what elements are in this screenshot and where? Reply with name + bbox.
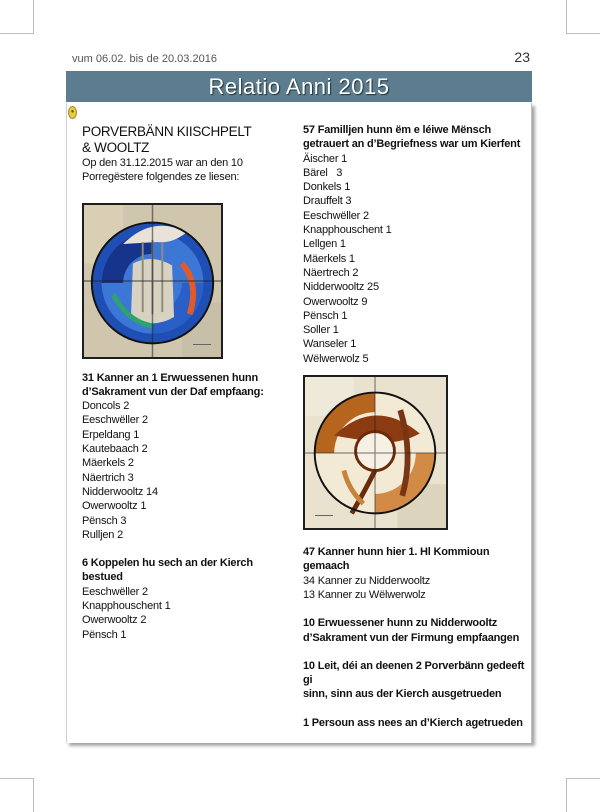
list-item: Pënsch 1 (303, 309, 348, 322)
list-item: Donkels 1 (303, 181, 351, 194)
communion-heading-line: gemaach (303, 560, 350, 573)
communion-heading-line: 47 Kanner hunn hier 1. Hl Kommioun (303, 546, 490, 559)
list-item: Pënsch 1 (82, 628, 127, 641)
list-item: Kautebaach 2 (82, 443, 148, 456)
list-item: Owerwooltz 1 (82, 500, 147, 513)
leaving-line: sinn, sinn aus der Kierch ausgetrueden (303, 688, 502, 701)
lightbulb-icon: ● (68, 106, 77, 119)
list-item: Mäerkels 2 (82, 457, 134, 470)
intro-line: Op den 31.12.2015 war an den 10 (82, 157, 243, 169)
baptism-heading (82, 371, 292, 400)
list-item: Äischer 1 (303, 152, 348, 165)
list-item: Owerwooltz 2 (82, 614, 147, 627)
artist-signature (315, 515, 333, 520)
list-item: 34 Kanner zu Nidderwooltz (303, 574, 431, 587)
crop-mark (0, 33, 34, 34)
list-item: Lellgen 1 (303, 238, 346, 251)
funeral-list (303, 152, 528, 366)
funeral-heading-line: getrauert an d’Begriefness war um Kierfent (303, 138, 521, 151)
right-column (303, 123, 528, 730)
intro-line: Porregëstere folgendes ze liesen: (82, 171, 240, 184)
crop-mark (566, 778, 600, 779)
stained-glass-window-communion (303, 375, 448, 530)
crop-mark (33, 778, 34, 812)
parish-title-line: & WOOLTZ (82, 140, 150, 155)
date-range: vum 06.02. bis de 20.03.2016 (72, 53, 217, 65)
list-item: Owerwooltz 9 (303, 295, 368, 308)
list-item: Mäerkels 1 (303, 252, 355, 265)
funeral-heading (303, 123, 528, 152)
crop-mark (566, 0, 567, 34)
leaving-line: 10 Leit, déi an deenen 2 Porverbänn gedeeft gi (303, 659, 525, 687)
funeral-heading-line: 57 Familljen hunn ëm e léiwe Mënsch (303, 124, 492, 136)
list-item: Pënsch 3 (82, 514, 127, 527)
marriage-heading-line: 6 Koppelen hu sech an der Kierch (82, 557, 253, 570)
list-item: Eeschwëller 2 (82, 585, 148, 598)
list-item: Eeschwëller 2 (82, 414, 148, 427)
list-item: Wanseler 1 (303, 338, 357, 351)
list-item: Eeschwëller 2 (303, 209, 369, 222)
left-column (82, 124, 292, 642)
list-item: Soller 1 (303, 324, 339, 337)
list-item: Nidderwooltz 25 (303, 281, 379, 294)
parish-title (82, 124, 292, 156)
list-item: Nidderwooltz 14 (82, 485, 158, 498)
marriage-list (82, 585, 292, 642)
list-item: Drauffelt 3 (303, 195, 352, 208)
crop-mark (33, 0, 34, 34)
leaving-note (303, 659, 528, 702)
crop-mark (0, 778, 34, 779)
list-item: Näertrich 3 (82, 471, 134, 484)
list-item: Knapphouschent 1 (303, 224, 392, 237)
baptism-heading-line: 31 Kanner an 1 Erwuessenen hunn (82, 371, 258, 384)
rejoin-note: 1 Persoun ass nees an d’Kierch agetrueden (303, 716, 523, 729)
list-item: 13 Kanner zu Wëlwerwolz (303, 588, 426, 601)
list-item: Näertrech 2 (303, 266, 359, 279)
baptism-heading-line: d’Sakrament vun der Daf empfaang: (82, 385, 264, 398)
list-item: Rulljen 2 (82, 528, 124, 541)
marriage-heading (82, 556, 292, 585)
crop-mark (566, 778, 567, 812)
communion-heading (303, 545, 528, 574)
list-item: Wëlwerwolz 5 (303, 352, 369, 365)
stained-glass-window-baptism (82, 203, 223, 359)
confirmation-line: d’Sakrament vun der Firmung empfaangen (303, 631, 520, 644)
intro-text (82, 156, 292, 185)
confirmation-note (303, 616, 528, 645)
communion-list (303, 574, 528, 603)
list-item: Bärel 3 (303, 166, 343, 179)
parish-title-line: PORVERBÄNN KIISCHPELT (82, 124, 252, 139)
list-item: Knapphouschent 1 (82, 600, 171, 613)
page-number: 23 (514, 49, 530, 65)
list-item: Doncols 2 (82, 400, 130, 413)
crop-mark (566, 33, 600, 34)
list-item: Erpeldang 1 (82, 428, 140, 441)
confirmation-line: 10 Erwuessener hunn zu Nidderwooltz (303, 617, 498, 630)
baptism-list (82, 399, 292, 542)
artist-signature (193, 344, 211, 349)
title-banner: Relatio Anni 2015 (66, 71, 532, 102)
marriage-heading-line: bestued (82, 571, 123, 584)
